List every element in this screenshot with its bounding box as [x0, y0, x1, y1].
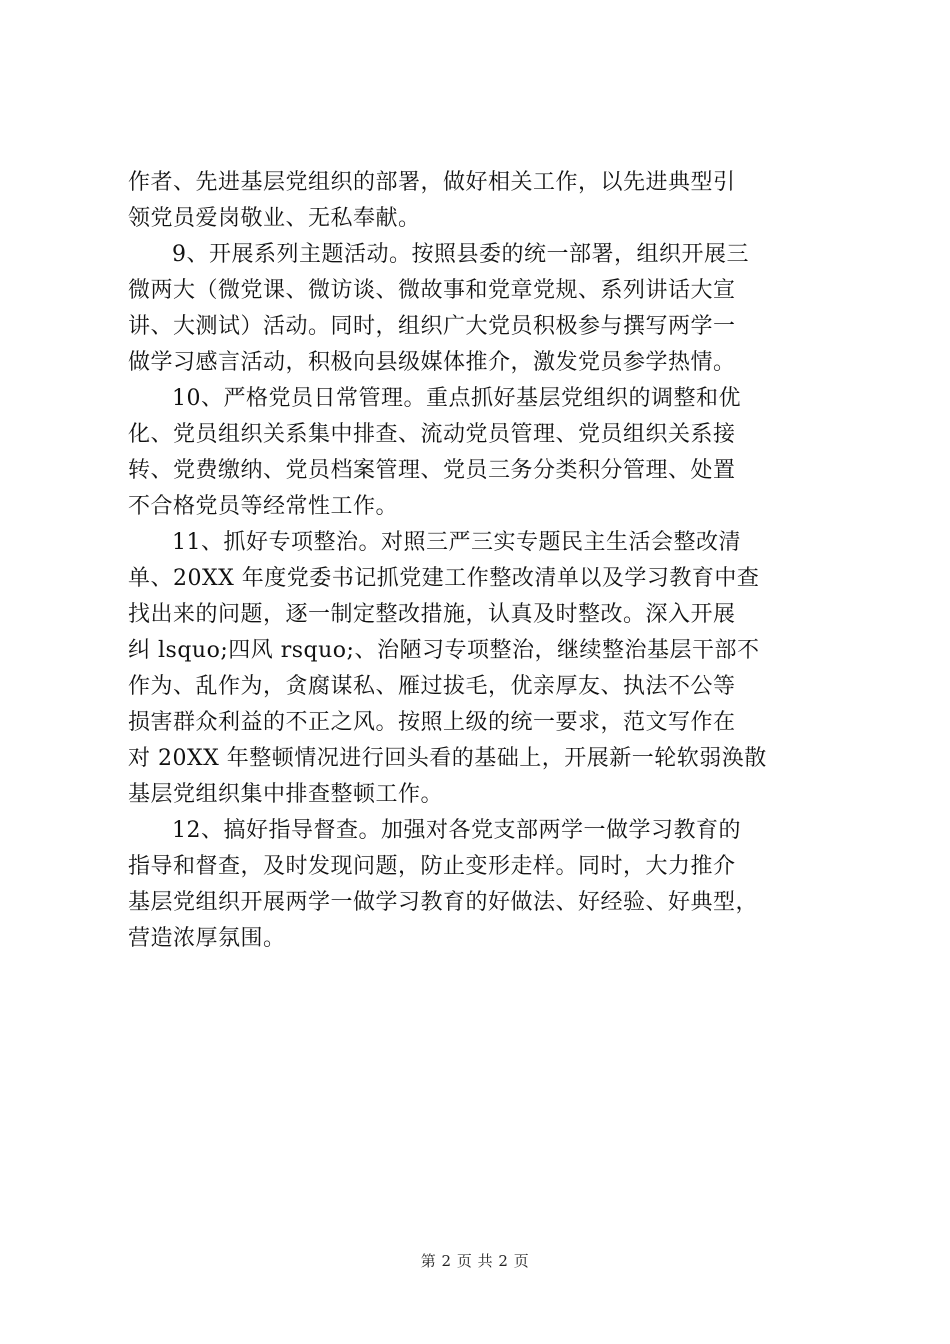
text-line: 纠 lsquo;四风 rsquo;、治陋习专项整治，继续整治基层干部不 — [128, 638, 760, 663]
text-line: 找出来的问题，逐一制定整改措施，认真及时整改。深入开展 — [128, 602, 736, 627]
text-line: 营造浓厚氛围。 — [128, 926, 286, 951]
paragraph-10-start: 10、严格党员日常管理。重点抓好基层党组织的调整和优 — [172, 386, 741, 411]
paragraph-9-start: 9、开展系列主题活动。按照县委的统一部署，组织开展三 — [172, 242, 749, 267]
text-line: 微两大（微党课、微访谈、微故事和党章党规、系列讲话大宣 — [128, 278, 736, 303]
text-line: 损害群众利益的不正之风。按照上级的统一要求，范文写作在 — [128, 710, 736, 735]
text-line: 领党员爱岗敬业、无私奉献。 — [128, 206, 421, 231]
text-line: 单、20XX 年度党委书记抓党建工作整改清单以及学习教育中查 — [128, 566, 760, 591]
page-number-label: 第 2 页 共 2 页 — [420, 1252, 530, 1270]
text-line: 基层党组织开展两学一做学习教育的好做法、好经验、好典型， — [128, 890, 759, 915]
text-line: 不合格党员等经常性工作。 — [128, 494, 399, 519]
text-line: 转、党费缴纳、党员档案管理、党员三务分类积分管理、处置 — [128, 458, 736, 483]
text-line: 指导和督查，及时发现问题，防止变形走样。同时，大力推介 — [128, 854, 736, 879]
text-line: 作者、先进基层党组织的部署，做好相关工作，以先进典型引 — [128, 170, 736, 195]
page-footer — [0, 1250, 950, 1271]
text-line: 基层党组织集中排查整顿工作。 — [128, 782, 444, 807]
paragraph-11-start: 11、抓好专项整治。对照三严三实专题民主生活会整改清 — [172, 530, 741, 555]
text-line: 讲、大测试）活动。同时，组织广大党员积极参与撰写两学一 — [128, 314, 736, 339]
text-line: 作为、乱作为，贪腐谋私、雁过拔毛，优亲厚友、执法不公等 — [128, 674, 736, 699]
paragraph-12-start: 12、搞好指导督查。加强对各党支部两学一做学习教育的 — [172, 818, 741, 843]
document-body — [128, 165, 828, 957]
text-line: 化、党员组织关系集中排查、流动党员管理、党员组织关系接 — [128, 422, 736, 447]
text-line: 做学习感言活动，积极向县级媒体推介，激发党员参学热情。 — [128, 350, 736, 375]
text-line: 对 20XX 年整顿情况进行回头看的基础上，开展新一轮软弱涣散 — [128, 746, 767, 771]
